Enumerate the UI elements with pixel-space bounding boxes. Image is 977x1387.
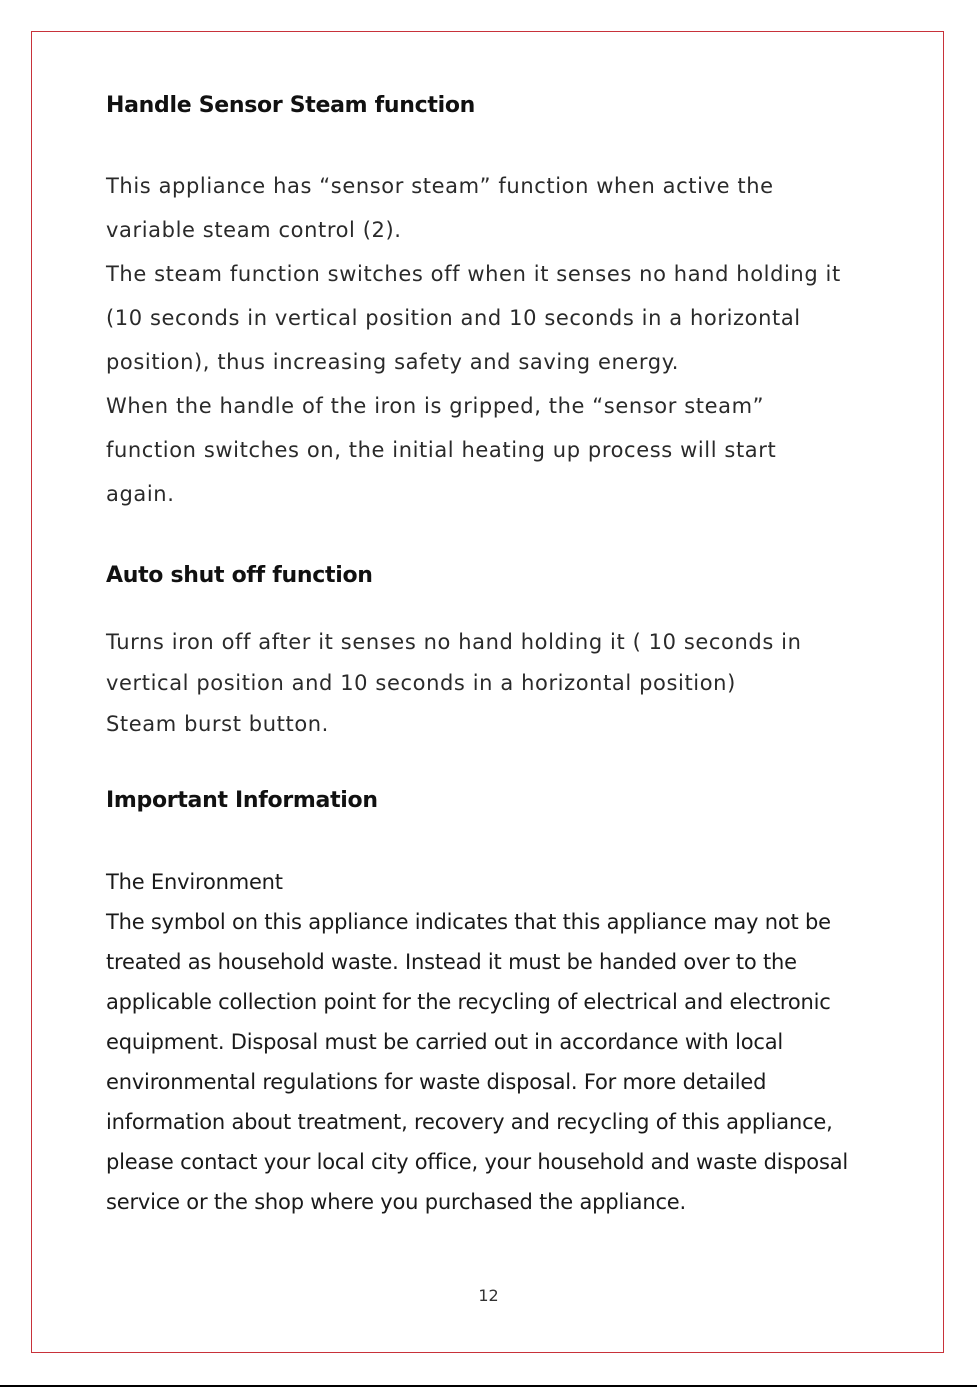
paragraph-line: The symbol on this appliance indicates that this appliance may not be (106, 910, 831, 934)
environment-subheading: The Environment (106, 870, 283, 894)
paragraph-line: position), thus increasing safety and saving energy. (106, 350, 680, 374)
environment-paragraph (106, 862, 848, 1222)
sensor-steam-heading: Handle Sensor Steam function (106, 93, 476, 118)
paragraph-line: The steam function switches off when it senses no hand holding it (106, 262, 841, 286)
paragraph-line: variable steam control (2). (106, 218, 402, 242)
page-number: 12 (478, 1286, 499, 1305)
paragraph-line: information about treatment, recovery and recycling of this appliance, (106, 1110, 833, 1134)
paragraph-line: Steam burst button. (106, 712, 329, 736)
paragraph-line: function switches on, the initial heating up process will start (106, 438, 777, 462)
paragraph-line: vertical position and 10 seconds in a horizontal position) (106, 671, 736, 695)
paragraph-line: This appliance has “sensor steam” function when active the (106, 174, 774, 198)
sensor-steam-paragraph (106, 164, 841, 516)
paragraph-line: equipment. Disposal must be carried out in accordance with local (106, 1030, 784, 1054)
paragraph-line: environmental regulations for waste disposal. For more detailed (106, 1070, 767, 1094)
paragraph-line: treated as household waste. Instead it must be handed over to the (106, 950, 797, 974)
paragraph-line: When the handle of the iron is gripped, the “sensor steam” (106, 394, 765, 418)
paragraph-line: please contact your local city office, your household and waste disposal (106, 1150, 849, 1174)
paragraph-line: applicable collection point for the recycling of electrical and electronic (106, 990, 831, 1014)
important-information-heading: Important Information (106, 788, 378, 813)
paragraph-line: (10 seconds in vertical position and 10 seconds in a horizontal (106, 306, 801, 330)
paragraph-line: service or the shop where you purchased the appliance. (106, 1190, 686, 1214)
auto-shut-off-heading: Auto shut off function (106, 563, 373, 588)
auto-shut-off-paragraph (106, 622, 802, 745)
paragraph-line: Turns iron off after it senses no hand holding it ( 10 seconds in (106, 630, 802, 654)
paragraph-line: again. (106, 482, 175, 506)
